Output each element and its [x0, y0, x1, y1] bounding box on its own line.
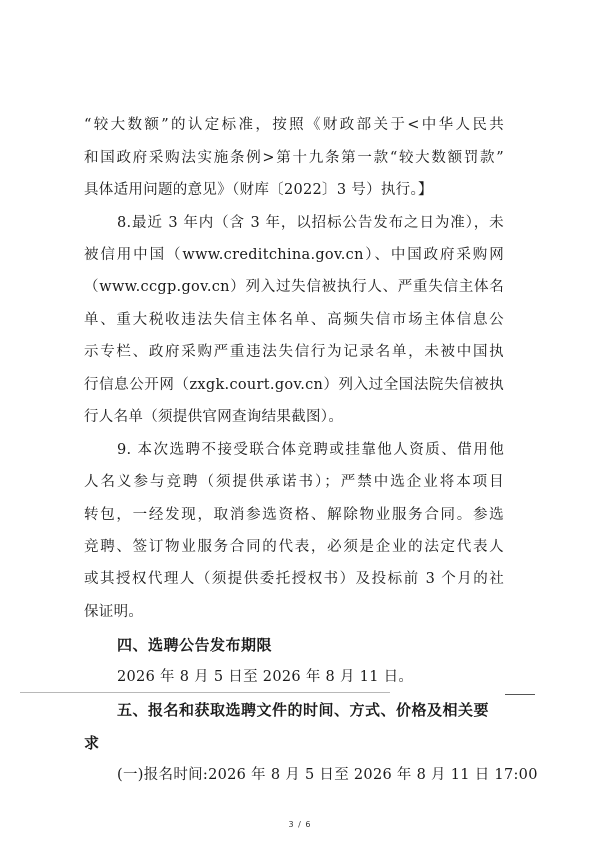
paragraph-line: 转包，一经发现，取消参选资格、解除物业服务合同。参选 — [84, 507, 504, 523]
paragraph-line: 被信用中国（www.creditchina.gov.cn）、中国政府采购网 — [84, 247, 504, 263]
paragraph-line: 人名义参与竞聘（须提供承诺书）；严禁中选企业将本项目 — [84, 474, 504, 490]
paragraph-line: 2026 年 8 月 5 日至 2026 年 8 月 11 日。 — [117, 669, 414, 685]
paragraph-line: 或其授权代理人（须提供委托授权书）及投标前 3 个月的社 — [84, 571, 504, 587]
paragraph-line: 单、重大税收违法失信主体名单、高频失信市场主体信息公 — [84, 312, 504, 328]
paragraph-line: 具体适用问题的意见》（财库〔2022〕3 号）执行。】 — [84, 182, 433, 198]
paragraph-line: 示专栏、政府采购严重违法失信行为记录名单，未被中国执 — [84, 344, 504, 360]
paragraph-line: 行信息公开网（zxgk.court.gov.cn）列入过全国法院失信被执 — [84, 377, 504, 393]
section-heading: 求 — [84, 734, 100, 752]
paragraph-line: 行人名单（须提供官网查询结果截图）。 — [84, 409, 344, 425]
section-heading: 五、报名和获取选聘文件的时间、方式、价格及相关要 — [117, 701, 490, 719]
paragraph-line: (一)报名时间:2026 年 8 月 5 日至 2026 年 8 月 11 日 17:00 — [117, 767, 538, 783]
paragraph-line: 9. 本次选聘不接受联合体竞聘或挂靠他人资质、借用他 — [117, 442, 504, 458]
paragraph-line: （www.ccgp.gov.cn）列入过失信被执行人、严重失信主体名 — [84, 279, 504, 295]
section-heading: 四、选聘公告发布期限 — [117, 636, 273, 654]
scan-artifact-line — [505, 694, 535, 695]
paragraph-line: 和国政府采购法实施条例>第十九条第一款“较大数额罚款” — [84, 150, 504, 166]
paragraph-line: 保证明。 — [84, 604, 144, 620]
paragraph-line: “较大数额”的认定标准，按照《财政部关于<中华人民共 — [84, 117, 504, 133]
paragraph-line: 8.最近 3 年内（含 3 年，以招标公告发布之日为准），未 — [117, 215, 504, 231]
paragraph-line: 竞聘、签订物业服务合同的代表，必须是企业的法定代表人 — [84, 539, 504, 555]
scan-artifact-line — [20, 692, 390, 693]
page-number: 3 / 6 — [288, 820, 312, 829]
